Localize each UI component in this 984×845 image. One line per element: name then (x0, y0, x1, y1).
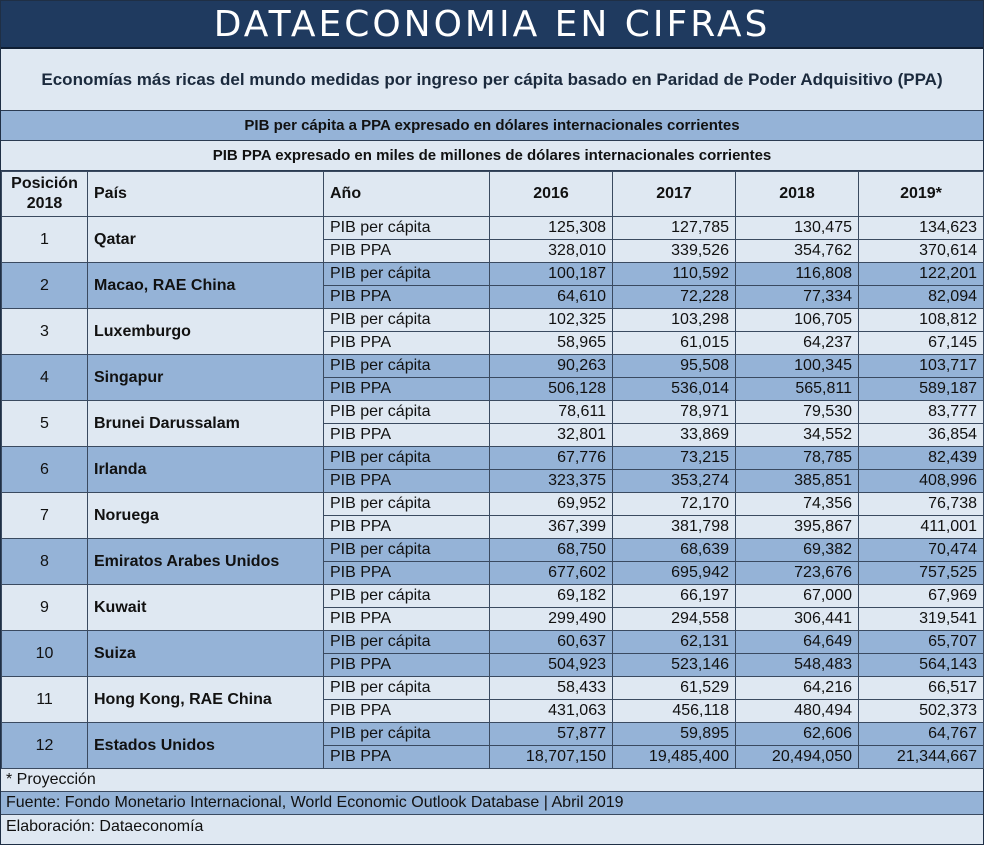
value-cell: 70,474 (859, 539, 984, 562)
country-cell: Irlanda (88, 447, 324, 493)
value-cell: 65,707 (859, 631, 984, 654)
metric-label: PIB per cápita (324, 447, 490, 470)
value-cell: 67,000 (736, 585, 859, 608)
value-cell: 67,776 (490, 447, 613, 470)
value-cell: 78,785 (736, 447, 859, 470)
metric-label: PIB PPA (324, 700, 490, 723)
table-row (2, 585, 984, 608)
value-cell: 100,187 (490, 263, 613, 286)
value-cell: 78,971 (613, 401, 736, 424)
position-cell: 3 (2, 309, 88, 355)
value-cell: 502,373 (859, 700, 984, 723)
footnote-credit: Elaboración: Dataeconomía (1, 815, 983, 838)
position-cell: 11 (2, 677, 88, 723)
position-cell: 7 (2, 493, 88, 539)
value-cell: 64,767 (859, 723, 984, 746)
value-cell: 62,131 (613, 631, 736, 654)
metric-label: PIB PPA (324, 286, 490, 309)
value-cell: 536,014 (613, 378, 736, 401)
value-cell: 723,676 (736, 562, 859, 585)
position-cell: 1 (2, 217, 88, 263)
metric-label: PIB PPA (324, 240, 490, 263)
value-cell: 90,263 (490, 355, 613, 378)
table-row (2, 263, 984, 286)
value-cell: 66,517 (859, 677, 984, 700)
value-cell: 19,485,400 (613, 746, 736, 769)
metric-label: PIB per cápita (324, 401, 490, 424)
metric-label: PIB per cápita (324, 723, 490, 746)
value-cell: 69,182 (490, 585, 613, 608)
value-cell: 130,475 (736, 217, 859, 240)
country-cell: Emiratos Arabes Unidos (88, 539, 324, 585)
value-cell: 108,812 (859, 309, 984, 332)
footnote-projection: * Proyección (1, 769, 983, 792)
value-cell: 106,705 (736, 309, 859, 332)
value-cell: 411,001 (859, 516, 984, 539)
value-cell: 328,010 (490, 240, 613, 263)
value-cell: 18,707,150 (490, 746, 613, 769)
header-year: Año (324, 172, 490, 217)
value-cell: 354,762 (736, 240, 859, 263)
value-cell: 68,639 (613, 539, 736, 562)
value-cell: 64,610 (490, 286, 613, 309)
value-cell: 77,334 (736, 286, 859, 309)
table-row (2, 401, 984, 424)
value-cell: 122,201 (859, 263, 984, 286)
metric-label: PIB PPA (324, 378, 490, 401)
position-cell: 4 (2, 355, 88, 401)
metric-label: PIB per cápita (324, 217, 490, 240)
value-cell: 677,602 (490, 562, 613, 585)
value-cell: 95,508 (613, 355, 736, 378)
value-cell: 294,558 (613, 608, 736, 631)
value-cell: 64,649 (736, 631, 859, 654)
value-cell: 61,529 (613, 677, 736, 700)
table-row (2, 539, 984, 562)
value-cell: 82,439 (859, 447, 984, 470)
value-cell: 61,015 (613, 332, 736, 355)
country-cell: Hong Kong, RAE China (88, 677, 324, 723)
value-cell: 589,187 (859, 378, 984, 401)
value-cell: 456,118 (613, 700, 736, 723)
value-cell: 78,611 (490, 401, 613, 424)
table-row (2, 309, 984, 332)
banner-title: DATAECONOMIA EN CIFRAS (1, 1, 983, 49)
value-cell: 69,382 (736, 539, 859, 562)
value-cell: 57,877 (490, 723, 613, 746)
value-cell: 695,942 (613, 562, 736, 585)
metric-label: PIB PPA (324, 470, 490, 493)
metric-label: PIB per cápita (324, 585, 490, 608)
metric-label: PIB PPA (324, 746, 490, 769)
gdp-table (1, 171, 984, 769)
value-cell: 73,215 (613, 447, 736, 470)
value-cell: 60,637 (490, 631, 613, 654)
metric-label: PIB per cápita (324, 309, 490, 332)
metric-label: PIB per cápita (324, 493, 490, 516)
value-cell: 408,996 (859, 470, 984, 493)
value-cell: 110,592 (613, 263, 736, 286)
value-cell: 103,717 (859, 355, 984, 378)
country-cell: Estados Unidos (88, 723, 324, 769)
value-cell: 59,895 (613, 723, 736, 746)
value-cell: 548,483 (736, 654, 859, 677)
metric-label: PIB PPA (324, 516, 490, 539)
value-cell: 33,869 (613, 424, 736, 447)
value-cell: 82,094 (859, 286, 984, 309)
value-cell: 506,128 (490, 378, 613, 401)
value-cell: 480,494 (736, 700, 859, 723)
country-cell: Qatar (88, 217, 324, 263)
country-cell: Macao, RAE China (88, 263, 324, 309)
table-row (2, 723, 984, 746)
subtitle-gdp-ppp: PIB PPA expresado en miles de millones de dólares internacionales corrientes (1, 141, 983, 171)
value-cell: 564,143 (859, 654, 984, 677)
value-cell: 127,785 (613, 217, 736, 240)
subtitle-per-capita: PIB per cápita a PPA expresado en dólares internacionales corrientes (1, 111, 983, 141)
position-cell: 10 (2, 631, 88, 677)
position-cell: 8 (2, 539, 88, 585)
value-cell: 62,606 (736, 723, 859, 746)
value-cell: 381,798 (613, 516, 736, 539)
metric-label: PIB per cápita (324, 539, 490, 562)
value-cell: 34,552 (736, 424, 859, 447)
metric-label: PIB per cápita (324, 355, 490, 378)
value-cell: 370,614 (859, 240, 984, 263)
value-cell: 74,356 (736, 493, 859, 516)
country-cell: Noruega (88, 493, 324, 539)
value-cell: 32,801 (490, 424, 613, 447)
table-header-row (2, 172, 984, 217)
country-cell: Luxemburgo (88, 309, 324, 355)
value-cell: 76,738 (859, 493, 984, 516)
value-cell: 21,344,667 (859, 746, 984, 769)
country-cell: Kuwait (88, 585, 324, 631)
value-cell: 299,490 (490, 608, 613, 631)
country-cell: Suiza (88, 631, 324, 677)
header-position: Posición 2018 (2, 172, 88, 217)
metric-label: PIB PPA (324, 608, 490, 631)
value-cell: 64,216 (736, 677, 859, 700)
value-cell: 504,923 (490, 654, 613, 677)
value-cell: 102,325 (490, 309, 613, 332)
value-cell: 103,298 (613, 309, 736, 332)
position-cell: 5 (2, 401, 88, 447)
table-row (2, 631, 984, 654)
value-cell: 72,170 (613, 493, 736, 516)
position-cell: 12 (2, 723, 88, 769)
value-cell: 134,623 (859, 217, 984, 240)
value-cell: 72,228 (613, 286, 736, 309)
value-cell: 67,145 (859, 332, 984, 355)
value-cell: 64,237 (736, 332, 859, 355)
value-cell: 58,433 (490, 677, 613, 700)
metric-label: PIB PPA (324, 562, 490, 585)
value-cell: 565,811 (736, 378, 859, 401)
value-cell: 367,399 (490, 516, 613, 539)
value-cell: 306,441 (736, 608, 859, 631)
header-country: País (88, 172, 324, 217)
position-cell: 2 (2, 263, 88, 309)
value-cell: 68,750 (490, 539, 613, 562)
table-row (2, 355, 984, 378)
value-cell: 523,146 (613, 654, 736, 677)
header-2018: 2018 (736, 172, 859, 217)
table-row (2, 447, 984, 470)
header-2016: 2016 (490, 172, 613, 217)
metric-label: PIB PPA (324, 654, 490, 677)
footnote-source: Fuente: Fondo Monetario Internacional, World Economic Outlook Database | Abril 2019 (1, 792, 983, 815)
position-cell: 9 (2, 585, 88, 631)
value-cell: 339,526 (613, 240, 736, 263)
country-cell: Singapur (88, 355, 324, 401)
metric-label: PIB per cápita (324, 263, 490, 286)
value-cell: 69,952 (490, 493, 613, 516)
table-row (2, 677, 984, 700)
value-cell: 20,494,050 (736, 746, 859, 769)
value-cell: 353,274 (613, 470, 736, 493)
value-cell: 319,541 (859, 608, 984, 631)
header-2019: 2019* (859, 172, 984, 217)
position-cell: 6 (2, 447, 88, 493)
value-cell: 323,375 (490, 470, 613, 493)
value-cell: 431,063 (490, 700, 613, 723)
value-cell: 66,197 (613, 585, 736, 608)
value-cell: 67,969 (859, 585, 984, 608)
header-2017: 2017 (613, 172, 736, 217)
country-cell: Brunei Darussalam (88, 401, 324, 447)
metric-label: PIB PPA (324, 424, 490, 447)
table-row (2, 217, 984, 240)
value-cell: 757,525 (859, 562, 984, 585)
metric-label: PIB per cápita (324, 677, 490, 700)
value-cell: 79,530 (736, 401, 859, 424)
table-body (2, 217, 984, 769)
value-cell: 125,308 (490, 217, 613, 240)
table-row (2, 493, 984, 516)
value-cell: 36,854 (859, 424, 984, 447)
value-cell: 395,867 (736, 516, 859, 539)
value-cell: 116,808 (736, 263, 859, 286)
metric-label: PIB PPA (324, 332, 490, 355)
value-cell: 385,851 (736, 470, 859, 493)
value-cell: 83,777 (859, 401, 984, 424)
value-cell: 100,345 (736, 355, 859, 378)
metric-label: PIB per cápita (324, 631, 490, 654)
value-cell: 58,965 (490, 332, 613, 355)
page-title: Economías más ricas del mundo medidas por ingreso per cápita basado en Paridad de Poder Adquisitivo (PPA) (1, 49, 983, 111)
